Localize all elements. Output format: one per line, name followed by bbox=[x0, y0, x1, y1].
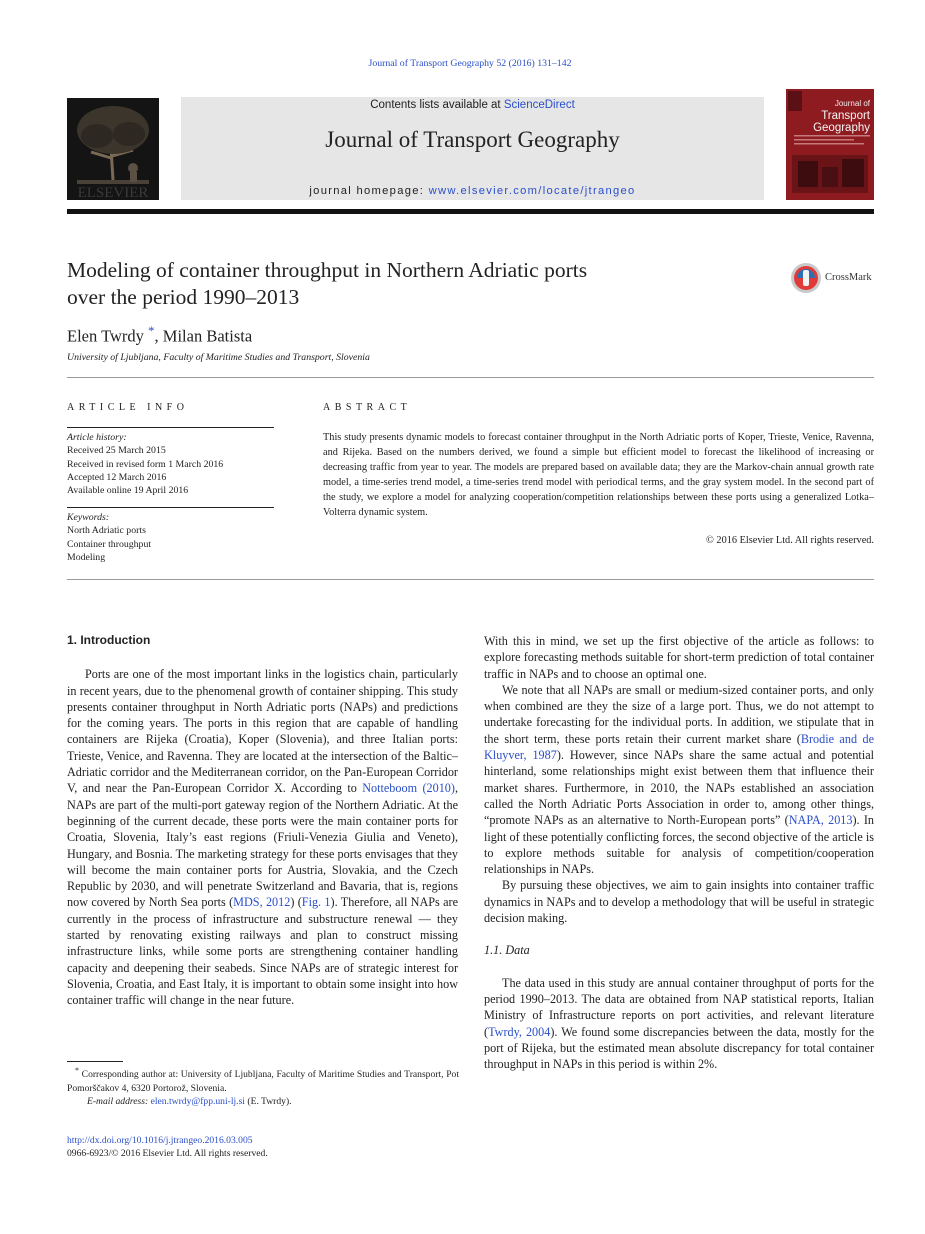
data-text-b: ). We found some discrepancies between the data, mostly for the port of Rijeka, but the estimated mean absolute discrepancy for total container throughput in NAPs in this period is within 2%. bbox=[484, 1024, 874, 1072]
intro-paragraph-2: With this in mind, we set up the first objective of the article as follows: to explore forecasting methods suitable for short-term prediction of total container traffic in NAPs and to choose an optimal one. bbox=[484, 634, 874, 681]
data-paragraph bbox=[484, 975, 874, 1073]
crossmark-label: CrossMark bbox=[825, 272, 872, 283]
article-title bbox=[67, 257, 687, 311]
keywords-label: Keywords: bbox=[67, 512, 110, 523]
footnote-rule bbox=[67, 1061, 123, 1062]
history-received: Received 25 March 2015 bbox=[67, 445, 166, 457]
footnote-mark: * bbox=[75, 1066, 79, 1075]
article-info-rule-top bbox=[67, 427, 274, 428]
crossmark-badge[interactable] bbox=[789, 261, 879, 295]
left-column bbox=[67, 632, 458, 1009]
elsevier-logo bbox=[67, 98, 159, 200]
sciencedirect-link[interactable]: ScienceDirect bbox=[503, 99, 575, 111]
intro-p3-text-a: We note that all NAPs are small or medium-sized container ports, and only when combined are they the size of a large port. Thus, we do not attempt to undertake forecasting for the individual ports. In addition, we stipulate that in the short term, these ports retain their current market share ( bbox=[484, 682, 874, 746]
journal-cover bbox=[786, 89, 874, 200]
contents-available bbox=[181, 99, 764, 111]
abstract-text: This study presents dynamic models to forecast container throughput in the North Adriatic ports of Koper, Trieste, Venice, Ravenna, and Rijeka. Based on the numbers derived, we found a simple but efficient model to forecast the likelihood of increasing or decreasing traffic from year to year. The models are prepared based on available data; they are the Markov-chain annual growth rate model, a time-series trend model, a time-series trend model with periodical terms, and the gray system model. In the second part of the study, we explore a model for analyzing cooperation/competition relationships between these ports using a generalized Lotka–Volterra dynamic system. bbox=[323, 432, 874, 518]
ref-mds-2012[interactable]: MDS, 2012 bbox=[233, 895, 291, 910]
footnote-text: Corresponding author at: University of Ljubljana, Faculty of Maritime Studies and Transport, Pot Pomorščakov 4, 6320 Portorož, Slovenia. bbox=[67, 1069, 459, 1094]
intro-p1-text-c: ) ( bbox=[290, 895, 302, 910]
ref-brodie-1987[interactable]: Brodie and de Kluyver, 1987 bbox=[484, 731, 874, 763]
svg-text:Transport: Transport bbox=[821, 110, 870, 122]
email-label: E-mail address: bbox=[87, 1096, 151, 1108]
email-suffix: (E. Twrdy). bbox=[244, 1096, 292, 1108]
svg-text:Geography: Geography bbox=[813, 122, 870, 134]
data-subsection-heading: 1.1. Data bbox=[484, 943, 530, 958]
intro-paragraph-1 bbox=[67, 666, 458, 1008]
homepage-link[interactable]: www.elsevier.com/locate/jtrangeo bbox=[428, 185, 636, 197]
keyword-item: Modeling bbox=[67, 551, 106, 563]
data-text-a: The data used in this study are annual container throughput of ports for the period 1990–2013. The data are obtained from NAP statistical reports, Italian Ministry of Infrastructure reports on port activities, and relevant literature ( bbox=[484, 975, 874, 1039]
doi-block bbox=[67, 1134, 268, 1160]
intro-paragraph-4: By pursuing these objectives, we aim to gain insights into container traffic dynamics in NAPs and to develop a methodology that will be useful in strategic decision making. bbox=[484, 878, 874, 926]
abstract-copyright: © 2016 Elsevier Ltd. All rights reserved. bbox=[706, 535, 874, 546]
introduction-heading: 1. Introduction bbox=[67, 633, 151, 647]
article-title-line-2: over the period 1990–2013 bbox=[67, 285, 300, 309]
author-2: , Milan Batista bbox=[154, 326, 253, 346]
intro-paragraph-3 bbox=[484, 682, 874, 878]
affiliation: University of Ljubljana, Faculty of Maritime Studies and Transport, Slovenia bbox=[67, 352, 370, 363]
history-revised: Received in revised form 1 March 2016 bbox=[67, 458, 224, 470]
right-column bbox=[484, 633, 874, 1072]
author-list bbox=[67, 323, 252, 347]
author-email-link[interactable]: elen.twrdy@fpp.uni-lj.si bbox=[150, 1096, 245, 1108]
history-accepted: Accepted 12 March 2016 bbox=[67, 471, 167, 483]
svg-text:ELSEVIER: ELSEVIER bbox=[77, 185, 149, 200]
issn-copyright: 0966-6923/© 2016 Elsevier Ltd. All rights reserved. bbox=[67, 1148, 268, 1159]
keyword-item: North Adriatic ports bbox=[67, 525, 146, 537]
intro-p1-text-d: ). Therefore, all NAPs are currently in the process of infrastructure and substructure renewal — they started by renovating existing railways and plan to construct missing infrastructure links, while some ports are strengthening container handling capacity and deepening their seabeds. Since NAPs are of strategic interest for Slovenia, Croatia, and East Italy, it is important to obtain some insight into how container traffic will change in the near future. bbox=[67, 895, 458, 1008]
header-divider bbox=[67, 209, 874, 214]
ref-twrdy-2004[interactable]: Twrdy, 2004 bbox=[488, 1024, 551, 1039]
svg-text:Journal of: Journal of bbox=[834, 99, 870, 108]
history-online: Available online 19 April 2016 bbox=[67, 485, 189, 497]
doi-link[interactable]: http://dx.doi.org/10.1016/j.jtrangeo.2016.03.005 bbox=[67, 1135, 253, 1146]
title-divider bbox=[67, 377, 874, 378]
article-info-rule-mid bbox=[67, 507, 274, 508]
journal-citation[interactable]: Journal of Transport Geography 52 (2016) 131–142 bbox=[368, 58, 572, 69]
keyword-item: Container throughput bbox=[67, 538, 152, 550]
crossmark-icon bbox=[789, 261, 825, 295]
history-label: Article history: bbox=[67, 432, 127, 443]
ref-napa-2013[interactable]: NAPA, 2013 bbox=[788, 813, 853, 828]
intro-p3-text-c: ). In light of these potentially conflicting forces, the second objective of the article is to explore methods suitable for analysis of competition/cooperation relationships in NAPs. bbox=[484, 813, 874, 877]
journal-homepage bbox=[181, 185, 764, 197]
homepage-prefix: journal homepage: bbox=[309, 185, 429, 197]
corresponding-author-footnote bbox=[67, 1064, 459, 1109]
ref-fig-1[interactable]: Fig. 1 bbox=[301, 895, 331, 910]
ref-notteboom-2010[interactable]: Notteboom (2010) bbox=[362, 781, 455, 796]
corresponding-author-mark[interactable]: * bbox=[148, 323, 155, 338]
author-1: Elen Twrdy bbox=[67, 326, 144, 346]
journal-title: Journal of Transport Geography bbox=[325, 127, 620, 152]
contents-prefix: Contents lists available at bbox=[370, 99, 504, 111]
intro-p1-text-b: , NAPs are part of the multi-port gateway region of the Northern Adriatic. At the beginning of the current decade, these ports were the main container ports for Croatia, Slovenia, Italy’s east regions (Friuli-Venezia Giulia and Veneto), Hungary, and Bosnia. The marketing strategy for these ports envisages that they will become the main container ports for Austria, Slovakia, and the Czech Republic by 2030, and will penetrate Switzerland and Bavaria, that is, regions now covered by North Sea ports ( bbox=[67, 781, 458, 910]
intro-p3-text-b: ). However, since NAPs share the same actual and potential hinterland, some relationships might exist between them that influence their market shares. Furthermore, in 2010, the NAPs established an association called the North Adriatic Ports Association in order to, among other things, “promote NAPs as an alternative to North-European ports” ( bbox=[484, 748, 874, 828]
article-title-line-1: Modeling of container throughput in Northern Adriatic ports bbox=[67, 258, 588, 282]
keywords bbox=[67, 511, 274, 564]
article-info-heading: ARTICLE INFO bbox=[67, 402, 189, 413]
abstract-divider bbox=[67, 579, 874, 580]
article-history bbox=[67, 431, 274, 497]
intro-p1-text-a: Ports are one of the most important links in the logistics chain, particularly in recent years, due to the phenomenal growth of container shipping. This study presents container throughput in North Adriatic ports (NAPs) and predictions for the coming years. The ports in this region that are capable of handling containers are Rijeka (Croatia), Koper (Slovenia), and three Italian ports: Trieste, Venice, and Ravenna. They are located at the intersection of the Baltic–Adriatic corridor and the Mediterranean corridor, on the Pan-European Corridor V, and near the Pan-European Corridor X. According to bbox=[67, 667, 458, 796]
abstract-heading: ABSTRACT bbox=[323, 402, 412, 413]
